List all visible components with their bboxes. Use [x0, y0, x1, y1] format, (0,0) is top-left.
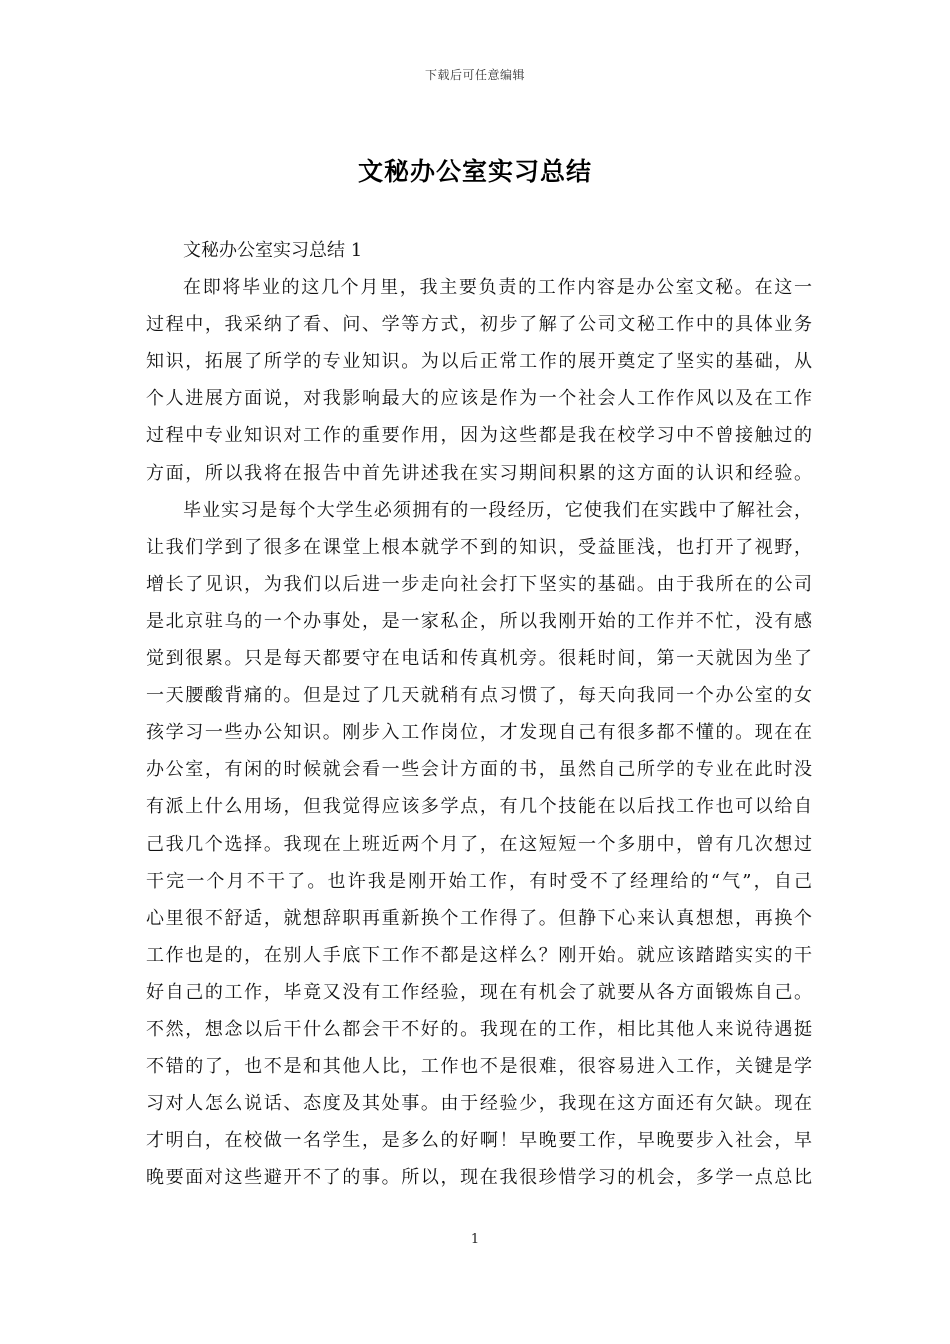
body-line: 不然，想念以后干什么都会干不好的。我现在的工作，相比其他人来说待遇挺 — [146, 1018, 812, 1040]
body-line: 是北京驻乌的一个办事处，是一家私企，所以我刚开始的工作并不忙，没有感 — [146, 610, 812, 632]
body-line: 己我几个选择。我现在上班近两个月了，在这短短一个多朋中，曾有几次想过 — [146, 833, 812, 855]
body-line: 好自己的工作，毕竟又没有工作经验，现在有机会了就要从各方面锻炼自己。 — [146, 981, 812, 1003]
body-line: 知识，拓展了所学的专业知识。为以后正常工作的展开奠定了坚实的基础，从 — [146, 351, 812, 373]
body-line: 才明白，在校做一名学生，是多么的好啊！早晚要工作，早晚要步入社会，早 — [146, 1130, 812, 1152]
body-line: 过程中专业知识对工作的重要作用，因为这些都是我在校学习中不曾接触过的 — [146, 425, 812, 447]
body-line: 觉到很累。只是每天都要守在电话和传真机旁。很耗时间，第一天就因为坐了 — [146, 648, 812, 670]
body-line: 习对人怎么说话、态度及其处事。由于经验少，我现在这方面还有欠缺。现在 — [146, 1093, 812, 1115]
document-body — [146, 232, 812, 1196]
body-line: 个人进展方面说，对我影响最大的应该是作为一个社会人工作作风以及在工作 — [146, 388, 812, 410]
body-line: 一天腰酸背痛的。但是过了几天就稍有点习惯了，每天向我同一个办公室的女 — [146, 685, 812, 707]
body-line: 让我们学到了很多在课堂上根本就学不到的知识，受益匪浅，也打开了视野， — [146, 536, 812, 558]
document-title: 文秘办公室实习总结 — [357, 157, 592, 186]
body-line: 方面，所以我将在报告中首先讲述我在实习期间积累的这方面的认识和经验。 — [146, 462, 812, 484]
body-line: 过程中，我采纳了看、问、学等方式，初步了解了公司文秘工作中的具体业务 — [146, 314, 812, 336]
body-line: 毕业实习是每个大学生必须拥有的一段经历，它使我们在实践中了解社会， — [183, 499, 812, 521]
body-line: 办公室，有闲的时候就会看一些会计方面的书，虽然自己所学的专业在此时没 — [146, 759, 812, 781]
body-line: 工作也是的，在别人手底下工作不都是这样么？刚开始。就应该踏踏实实的干 — [146, 944, 812, 966]
body-line: 文秘办公室实习总结 1 — [183, 240, 363, 261]
page-number: 1 — [470, 1232, 480, 1247]
body-line: 在即将毕业的这几个月里，我主要负责的工作内容是办公室文秘。在这一 — [183, 277, 812, 299]
body-line: 心里很不舒适，就想辞职再重新换个工作得了。但静下心来认真想想，再换个 — [146, 907, 812, 929]
body-line: 晚要面对这些避开不了的事。所以，现在我很珍惜学习的机会，多学一点总比 — [146, 1167, 812, 1189]
body-line: 增长了见识，为我们以后进一步走向社会打下坚实的基础。由于我所在的公司 — [146, 573, 812, 595]
body-line: 有派上什么用场，但我觉得应该多学点，有几个技能在以后找工作也可以给自 — [146, 796, 812, 818]
body-line: 不错的了，也不是和其他人比，工作也不是很难，很容易进入工作，关键是学 — [146, 1056, 812, 1078]
header-note: 下载后可任意编辑 — [424, 68, 525, 82]
body-line: 干完一个月不干了。也许我是刚开始工作，有时受不了经理给的“气”，自己 — [146, 870, 812, 892]
body-line: 孩学习一些办公知识。刚步入工作岗位，才发现自己有很多都不懂的。现在在 — [146, 722, 812, 744]
